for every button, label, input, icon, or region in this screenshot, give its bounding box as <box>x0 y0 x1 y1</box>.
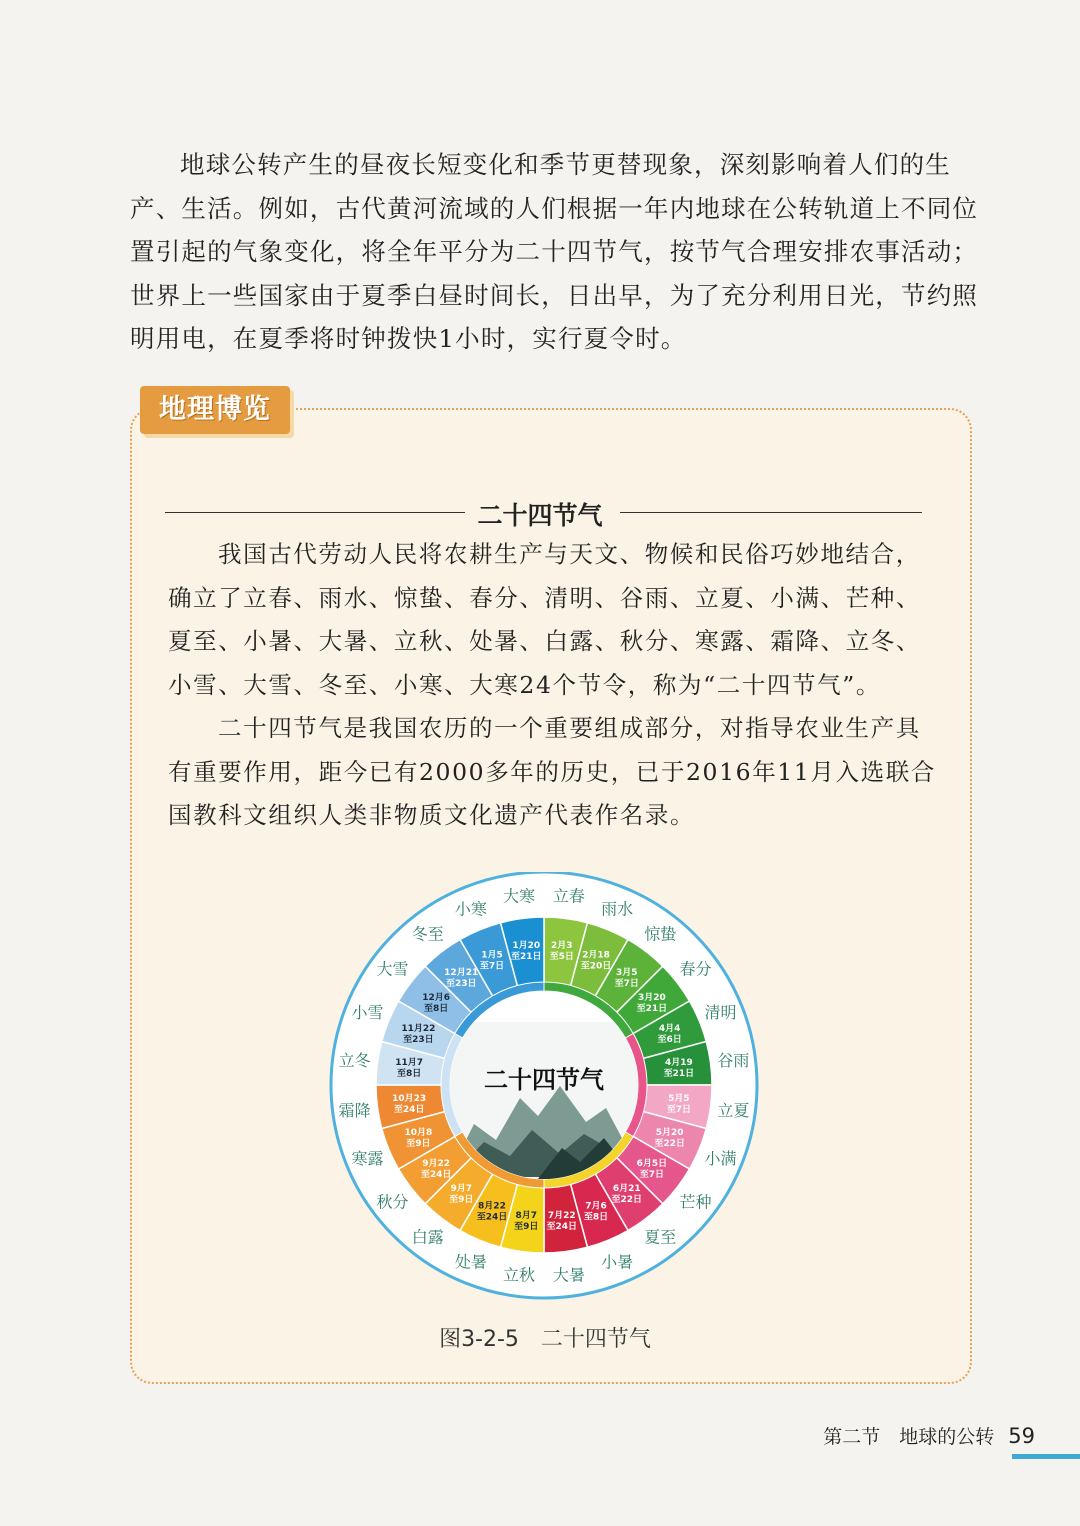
sector-date-16-0: 10月8 <box>404 1128 433 1139</box>
sector-date-2-1: 至7日 <box>614 979 639 990</box>
sector-date-20-1: 至8日 <box>423 1004 449 1015</box>
sidebar-paragraph-2: 二十四节气是我国农历的一个重要组成部分，对指导农业生产具有重要作用，距今已有2000多年的历史，已于2016年11月入选联合国教科文组织人类非物质文化遗产代表作名录。 <box>168 714 936 829</box>
figure-caption: 图3-2-5 二十四节气 <box>439 1327 651 1352</box>
title-rule-left <box>165 512 465 513</box>
term-name-9: 夏至 <box>644 1227 677 1247</box>
sector-date-21-1: 至23日 <box>445 979 477 990</box>
sector-date-0-0: 2月3 <box>550 941 573 952</box>
sidebar-badge-label: 地理博览 <box>159 394 271 425</box>
sidebar-title: 二十四节气 <box>477 501 603 530</box>
sector-date-4-0: 4月4 <box>658 1023 681 1034</box>
sector-date-22-0: 1月5 <box>481 950 503 961</box>
footer-section: 第二节 地球的公转 <box>823 1426 995 1448</box>
term-name-20: 大雪 <box>376 959 409 979</box>
sector-date-15-0: 9月22 <box>422 1158 451 1169</box>
sidebar-paragraph-1: 我国古代劳动人民将农耕生产与天文、物候和民俗巧妙地结合，确立了立春、雨水、惊蛰、春分、清明、谷雨、立夏、小满、芒种、夏至、小暑、大暑、立秋、处暑、白露、秋分、寒露、霜降、立冬、小雪、大雪、冬至、小寒、大寒24个节令，称为“二十四节气”。 <box>168 540 921 699</box>
sector-date-11-0: 7月22 <box>547 1210 576 1221</box>
sector-date-1-0: 2月18 <box>582 950 610 961</box>
sector-date-10-1: 至8日 <box>583 1212 609 1223</box>
main-paragraph-text: 地球公转产生的昼夜长短变化和季节更替现象，深刻影响着人们的生产、生活。例如，古代黄河流域的人们根据一年内地球在公转轨道上不同位置引起的气象变化，将全年平分为二十四节气，按节气合理安排农事活动；世界上一些国家由于夏季白昼时间长，日出早，为了充分利用日光，节约照明用电，在夏季将时钟拨快1小时，实行夏令时。 <box>130 150 979 353</box>
sector-date-12-1: 至9日 <box>514 1221 539 1232</box>
sector-date-14-1: 至9日 <box>449 1194 474 1205</box>
term-name-0: 立春 <box>552 886 585 906</box>
sector-date-1-1: 至20日 <box>580 961 612 972</box>
term-name-5: 谷雨 <box>717 1051 750 1071</box>
wheel-center-title: 二十四节气 <box>484 1066 604 1094</box>
term-name-22: 小寒 <box>454 899 487 919</box>
sector-date-9-1: 至22日 <box>611 1194 643 1205</box>
term-name-21: 冬至 <box>411 924 444 944</box>
footer-accent-bar <box>1012 1454 1080 1459</box>
sector-date-15-1: 至24日 <box>420 1169 452 1180</box>
sector-date-3-0: 3月20 <box>637 993 666 1004</box>
term-name-4: 清明 <box>704 1002 737 1022</box>
sector-date-17-1: 至24日 <box>393 1104 425 1115</box>
sector-date-17-0: 10月23 <box>392 1093 427 1104</box>
sector-date-3-1: 至21日 <box>636 1004 668 1015</box>
sector-date-5-1: 至21日 <box>663 1069 695 1080</box>
term-name-19: 小雪 <box>351 1002 384 1022</box>
sector-date-20-0: 12月6 <box>422 993 451 1004</box>
term-name-2: 惊蛰 <box>644 924 677 944</box>
sector-date-12-0: 8月7 <box>515 1210 538 1221</box>
sector-date-23-0: 1月20 <box>512 941 541 952</box>
term-name-1: 雨水 <box>601 899 634 919</box>
sector-date-21-0: 12月21 <box>444 968 479 979</box>
term-name-13: 处暑 <box>454 1252 487 1272</box>
sector-date-23-1: 至21日 <box>510 952 542 963</box>
sidebar-badge <box>140 386 290 434</box>
sector-date-2-0: 3月5 <box>616 968 638 979</box>
term-name-17: 霜降 <box>338 1100 371 1120</box>
sector-date-18-0: 11月7 <box>395 1058 424 1069</box>
term-name-7: 小满 <box>704 1149 737 1169</box>
term-name-12: 立秋 <box>503 1265 536 1285</box>
sector-date-6-0: 5月5 <box>668 1093 690 1104</box>
sector-date-4-1: 至6日 <box>657 1034 682 1045</box>
sector-date-0-1: 至5日 <box>549 952 574 963</box>
main-paragraph <box>130 143 980 361</box>
sector-date-11-1: 至24日 <box>546 1221 578 1232</box>
sector-date-19-1: 至23日 <box>403 1034 434 1045</box>
term-name-6: 立夏 <box>717 1100 750 1120</box>
sidebar-text <box>168 533 938 838</box>
sector-date-9-0: 6月21 <box>612 1183 641 1194</box>
sector-date-14-0: 9月7 <box>450 1183 472 1194</box>
term-name-14: 白露 <box>411 1227 444 1247</box>
sector-date-13-0: 8月22 <box>478 1201 506 1212</box>
sector-date-7-1: 至22日 <box>654 1139 685 1150</box>
page-footer <box>823 1422 1035 1449</box>
term-name-16: 寒露 <box>351 1149 384 1169</box>
term-name-11: 大暑 <box>552 1265 585 1285</box>
sector-date-19-0: 11月22 <box>401 1023 436 1034</box>
term-name-15: 秋分 <box>376 1192 409 1212</box>
page-number: 59 <box>1008 1424 1035 1448</box>
sector-date-8-0: 6月5日 <box>636 1158 668 1169</box>
sector-date-13-1: 至24日 <box>476 1212 508 1223</box>
sector-date-22-1: 至7日 <box>479 961 505 972</box>
sector-date-6-1: 至7日 <box>666 1104 691 1115</box>
sector-date-7-0: 5月20 <box>655 1128 684 1139</box>
term-name-18: 立冬 <box>338 1051 371 1071</box>
term-name-23: 大寒 <box>503 886 536 906</box>
term-name-10: 小暑 <box>601 1252 634 1272</box>
sector-date-18-1: 至8日 <box>397 1069 422 1080</box>
sector-date-8-1: 至7日 <box>639 1169 665 1180</box>
solar-terms-wheel <box>324 872 764 1302</box>
sector-date-16-1: 至9日 <box>406 1139 431 1150</box>
sector-date-10-0: 7月6 <box>585 1201 607 1212</box>
term-name-8: 芒种 <box>679 1192 712 1212</box>
title-rule-right <box>620 512 922 513</box>
term-name-3: 春分 <box>679 959 712 979</box>
sector-date-5-0: 4月19 <box>664 1058 693 1069</box>
